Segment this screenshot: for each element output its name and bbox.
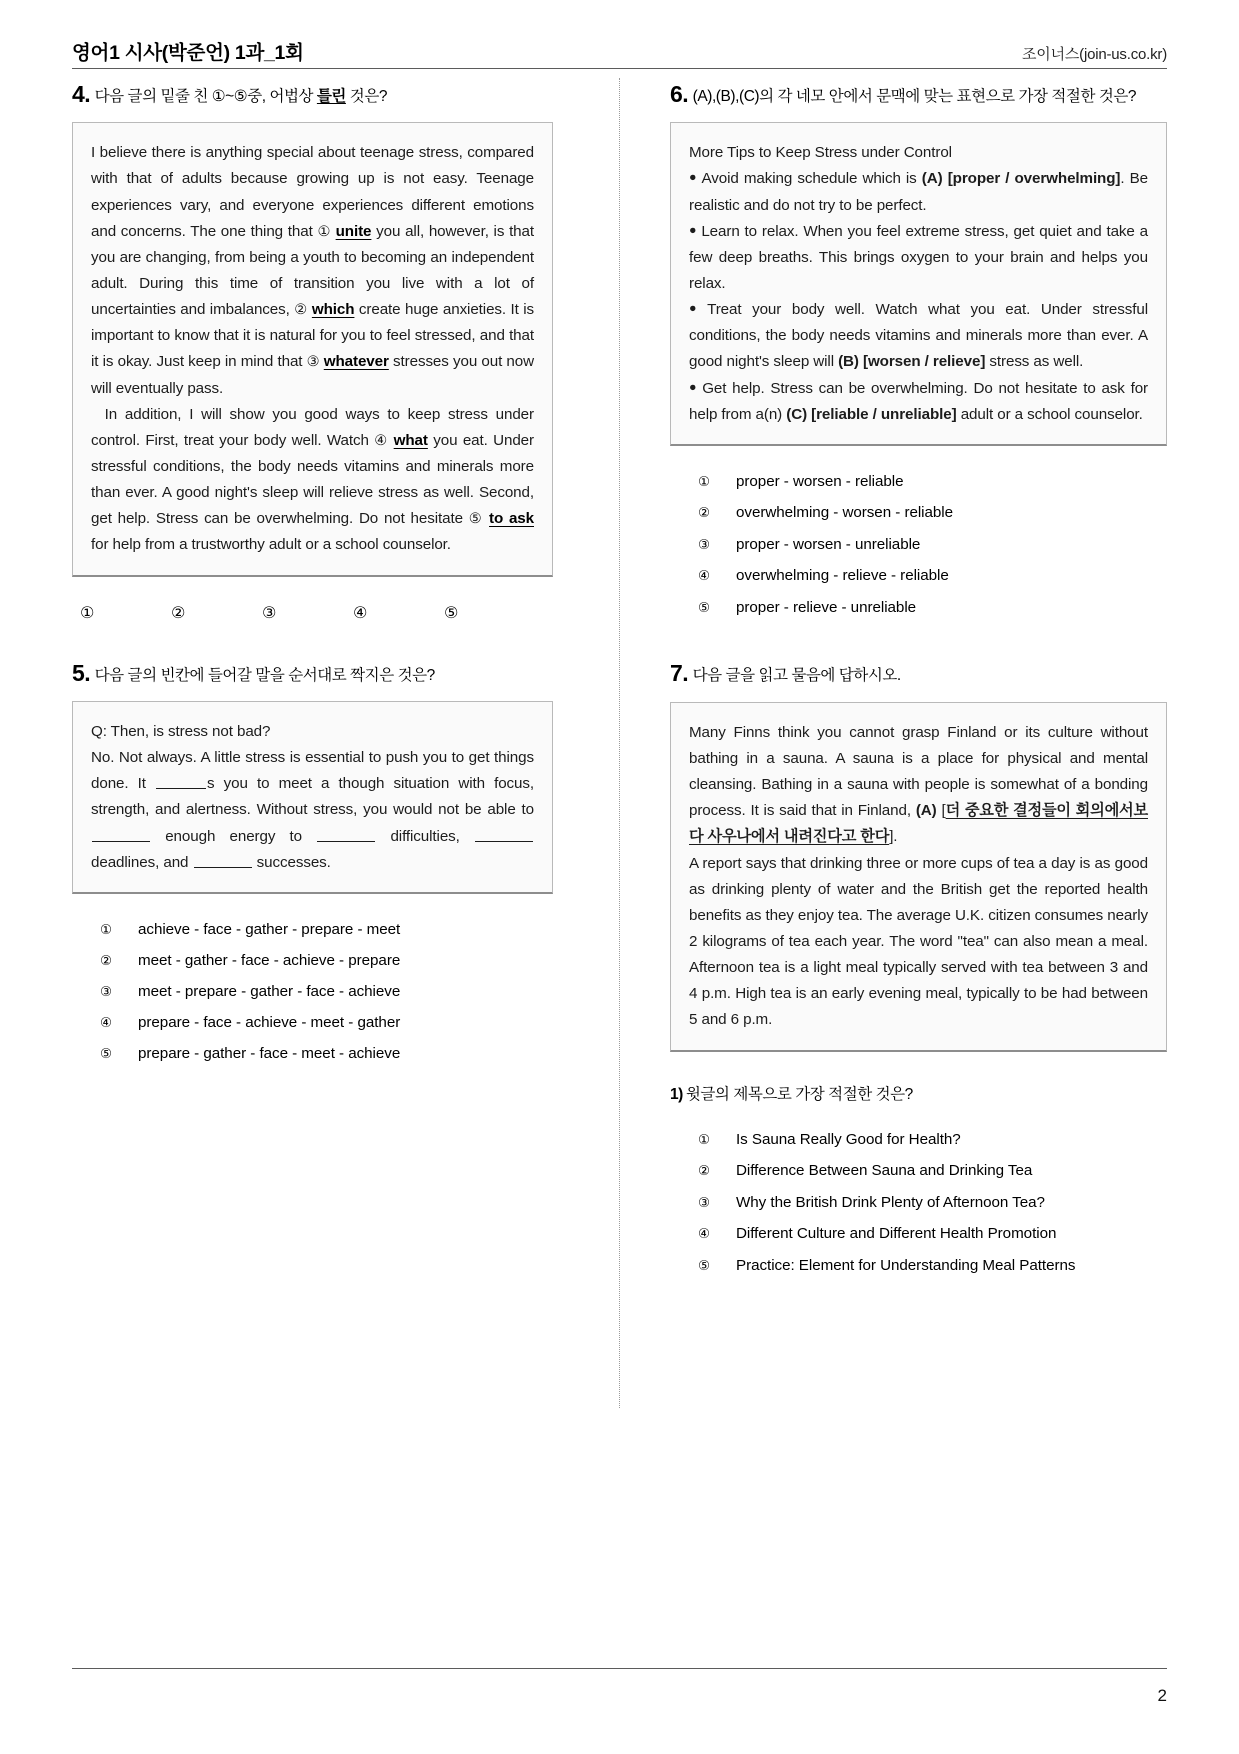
question-4-choice-3[interactable]: ③ [262,604,277,622]
header-site-label: 조이너스(join-us.co.kr) [1021,45,1167,63]
page-number: 2 [1157,1686,1167,1705]
q7-text-1: Many Finns think you cannot grasp Finland or its culture without bathing in a sauna. A sauna is a place for physical and mental cleansing. Bathing in a sauna with people is somewhat of a bonding process. It is said that in Finland, [689,723,1148,820]
q6-choice-b: (B) [worsen / relieve] [838,353,986,371]
q6-text-7: adult or a school counselor. [956,405,1143,423]
question-7-passage [670,702,1167,1052]
option-number: ② [698,505,711,521]
question-4-choice-5[interactable]: ⑤ [444,604,459,622]
q5-text-3: enough energy to [151,827,317,845]
question-5-prompt: 다음 글의 빈칸에 들어갈 말을 순서대로 짝지은 것은? [94,666,435,684]
question-6-bullet-1 [689,166,1148,218]
question-5-line-question: Q: Then, is stress not bad? [91,722,271,740]
question-6-heading [670,78,1167,111]
question-7-paragraph-2: A report says that drinking three or more cups of tea a day is as good as drinking plenty of water and the British get the reported health benefits as they enjoy tea. The average U.K. citizen consumes nearly 2 kilograms of tea each year. The word "tea" can also mean a meal. Afternoon tea is a light meal typically served with tea between 3 and 4 p.m. High tea is an early evening meal, typically to be had between 5 and 6 p.m. [689,854,1148,1029]
option-label: Difference Between Sauna and Drinking Tea [736,1162,1033,1180]
q4-marker-2-number: ② [294,302,308,319]
q5-text-4: difficulties, [376,827,474,845]
q7-bracket-close: ]. [889,828,898,846]
column-divider [619,78,620,1408]
q5-blank-4[interactable] [475,826,533,841]
q6-text-1: Avoid making schedule which is [701,170,922,188]
question-6-number: 6. [670,81,689,107]
option-number: ① [100,921,113,937]
question-6-option-5[interactable] [698,598,1167,619]
option-number: ② [698,1163,711,1179]
question-4-heading [72,78,553,111]
left-column [72,78,569,1634]
option-label: prepare - gather - face - meet - achieve [138,1044,401,1062]
question-6-option-4[interactable] [698,566,1167,587]
question-5-number: 5. [72,659,91,686]
q5-text-2: s you to meet a though situation with focus, strength, and alertness. Without stress, you would not be able to [91,775,534,819]
column-gap [569,78,670,1634]
option-label: Different Culture and Different Health Promotion [736,1225,1057,1243]
question-6-option-3[interactable] [698,535,1167,556]
bullet-icon: ● [689,379,699,394]
question-6-box-title: More Tips to Keep Stress under Control [689,144,952,162]
question-7-option-3[interactable] [698,1193,1167,1214]
header-divider [72,68,1167,69]
question-7-prompt: 다음 글을 읽고 물음에 답하시오. [692,667,901,685]
q6-text-6: Get help. Stress can be overwhelming. Do not hesitate to ask for help from a(n) [689,379,1148,423]
q7-korean-underlined: 더 중요한 결정들이 회의에서보다 사우나에서 내려진다고 한다 [689,802,1148,846]
page-header [72,30,1167,64]
option-label: achieve - face - gather - prepare - meet [138,920,401,938]
question-7-heading [670,657,1167,690]
option-number: ③ [698,1194,711,1210]
q7-marker-a: (A) [915,802,937,820]
q4-marker-4-text: what [393,431,428,449]
q4-marker-3-text: whatever [323,353,389,371]
option-number: ④ [698,568,711,584]
option-number: ⑤ [698,599,711,615]
option-number: ⑤ [698,1257,711,1273]
question-5-option-1[interactable] [100,920,553,941]
option-label: Why the British Drink Plenty of Afternoon Tea? [736,1193,1045,1211]
question-7-options [670,1130,1167,1277]
question-5-option-5[interactable] [100,1044,553,1065]
question-7-subquestion-number: 1) [670,1085,683,1103]
content-columns [72,78,1167,1634]
option-number: ③ [698,536,711,552]
q4-marker-5-text: to ask [489,510,534,528]
question-5-options [72,920,553,1065]
question-4-passage-paragraph-2 [91,402,534,559]
q5-blank-3[interactable] [317,826,375,841]
question-6-bullet-4 [689,376,1148,428]
option-label: overwhelming - relieve - reliable [736,567,949,585]
question-5-line-answer [91,745,534,876]
q4-marker-4-number: ④ [374,432,389,449]
option-label: proper - relieve - unreliable [736,598,917,616]
bullet-icon: ● [689,301,704,316]
q4-text-3: create huge anxieties. It is important to know that it is natural for you to feel stressed, and that it is okay. Just keep in mind that [91,301,534,371]
question-4-choice-4[interactable]: ④ [353,604,368,622]
question-5-passage [72,701,553,894]
q4-text-1: I believe there is anything special about teenage stress, compared with that of adults because growing up is not easy. Teenage experiences vary, and everyone experiences different emotions and concerns. The one thing that [91,144,534,240]
q7-bracket-open: [ [936,802,946,820]
q6-choice-a: (A) [proper / overwhelming] [921,170,1121,188]
question-6-bullet-3 [689,297,1148,375]
q4-text-4: stresses you out now will eventually pass. [91,353,534,397]
option-label: meet - gather - face - achieve - prepare [138,951,401,969]
q4-marker-5-number: ⑤ [468,511,484,528]
question-5-option-4[interactable] [100,1013,553,1034]
option-label: Is Sauna Really Good for Health? [736,1130,961,1148]
question-6-option-1[interactable] [698,472,1167,493]
option-number: ② [100,952,113,968]
q5-text-6: successes. [252,853,331,871]
q6-text-5: stress as well. [985,353,1084,371]
question-7-option-4[interactable] [698,1224,1167,1245]
option-label: overwhelming - worsen - reliable [736,504,954,522]
option-label: Practice: Element for Understanding Meal Patterns [736,1256,1076,1274]
q4-text-2: you all, however, is that you are changing, from being a youth to becoming an independent adult. During this time of transition you live with a lot of uncertainties and imbalances, [91,222,534,319]
option-label: proper - worsen - reliable [736,472,904,490]
q5-blank-2[interactable] [92,826,150,841]
option-label: proper - worsen - unreliable [736,535,921,553]
q6-text-4: Treat your body well. Watch what you eat. Under stressful conditions, the body needs vitamins and minerals more than ever. A good night's sleep will [689,301,1148,371]
footer-divider [72,1668,1167,1669]
question-4-passage-paragraph-1 [91,140,534,401]
question-7-option-1[interactable] [698,1130,1167,1151]
q5-text-5: deadlines, and [91,853,193,871]
question-6-prompt: (A),(B),(C)의 각 네모 안에서 문맥에 맞는 표현으로 가장 적절한 것은? [692,88,1137,105]
question-4-choice-1[interactable]: ① [80,604,95,622]
option-number: ④ [698,1226,711,1242]
question-7-subquestion-prompt: 윗글의 제목으로 가장 적절한 것은? [685,1085,913,1103]
question-5-heading [72,657,553,690]
question-7-paragraph-1 [689,720,1148,851]
q5-blank-5[interactable] [194,852,252,867]
q5-blank-1[interactable] [156,774,206,789]
q4-marker-2-text: which [311,301,355,319]
q4-text-5: In addition, I will show you good ways to keep stress under control. First, treat your body well. Watch [91,405,534,449]
q6-text-3: Learn to relax. When you feel extreme stress, get quiet and take a few deep breaths. This brings oxygen to your brain and helps you relax. [689,222,1148,293]
question-4-choice-2[interactable]: ② [171,604,186,622]
question-5-option-2[interactable] [100,951,553,972]
question-7-subquestion [670,1082,1167,1104]
question-5-option-3[interactable] [100,982,553,1003]
bullet-icon: ● [689,170,698,185]
question-7-option-5[interactable] [698,1256,1167,1277]
option-number: ④ [100,1014,113,1030]
question-7-option-2[interactable] [698,1161,1167,1182]
question-4-prompt: 다음 글의 밑줄 친 ①~⑤중, 어법상 틀린 것은? [94,88,388,105]
question-4-passage [72,122,553,576]
question-6-options [670,472,1167,619]
header-title: 영어1 시사(박준언) 1과_1회 [72,41,304,64]
question-7-number: 7. [670,660,689,687]
q5-text-1: No. Not always. A little stress is essential to push you to get things done. It [91,749,534,793]
option-number: ⑤ [100,1045,113,1061]
question-4-number: 4. [72,81,91,107]
option-label: prepare - face - achieve - meet - gather [138,1013,401,1031]
question-6-bullet-2 [689,219,1148,297]
q6-choice-c: (C) [reliable / unreliable] [786,405,957,423]
q6-text-2: . Be realistic and do not try to be perfect. [689,170,1148,214]
q4-text-7: for help from a trustworthy adult or a school counselor. [91,536,451,554]
bullet-icon: ● [689,222,698,237]
q4-marker-1-number: ① [317,223,331,240]
option-number: ③ [100,983,113,999]
question-6-option-2[interactable] [698,503,1167,524]
q4-text-6: you eat. Under stressful conditions, the body needs vitamins and minerals more than ever. A good night's sleep will relieve stress as well. Second, get help. Stress can be overwhelming. Do not hesitate [91,431,534,528]
q4-marker-3-number: ③ [306,354,320,371]
option-label: meet - prepare - gather - face - achieve [138,982,401,1000]
question-6-passage [670,122,1167,446]
option-number: ① [698,473,711,489]
question-4-choice-row [72,603,553,623]
q4-marker-1-text: unite [335,222,372,240]
option-number: ① [698,1131,711,1147]
right-column [670,78,1167,1634]
